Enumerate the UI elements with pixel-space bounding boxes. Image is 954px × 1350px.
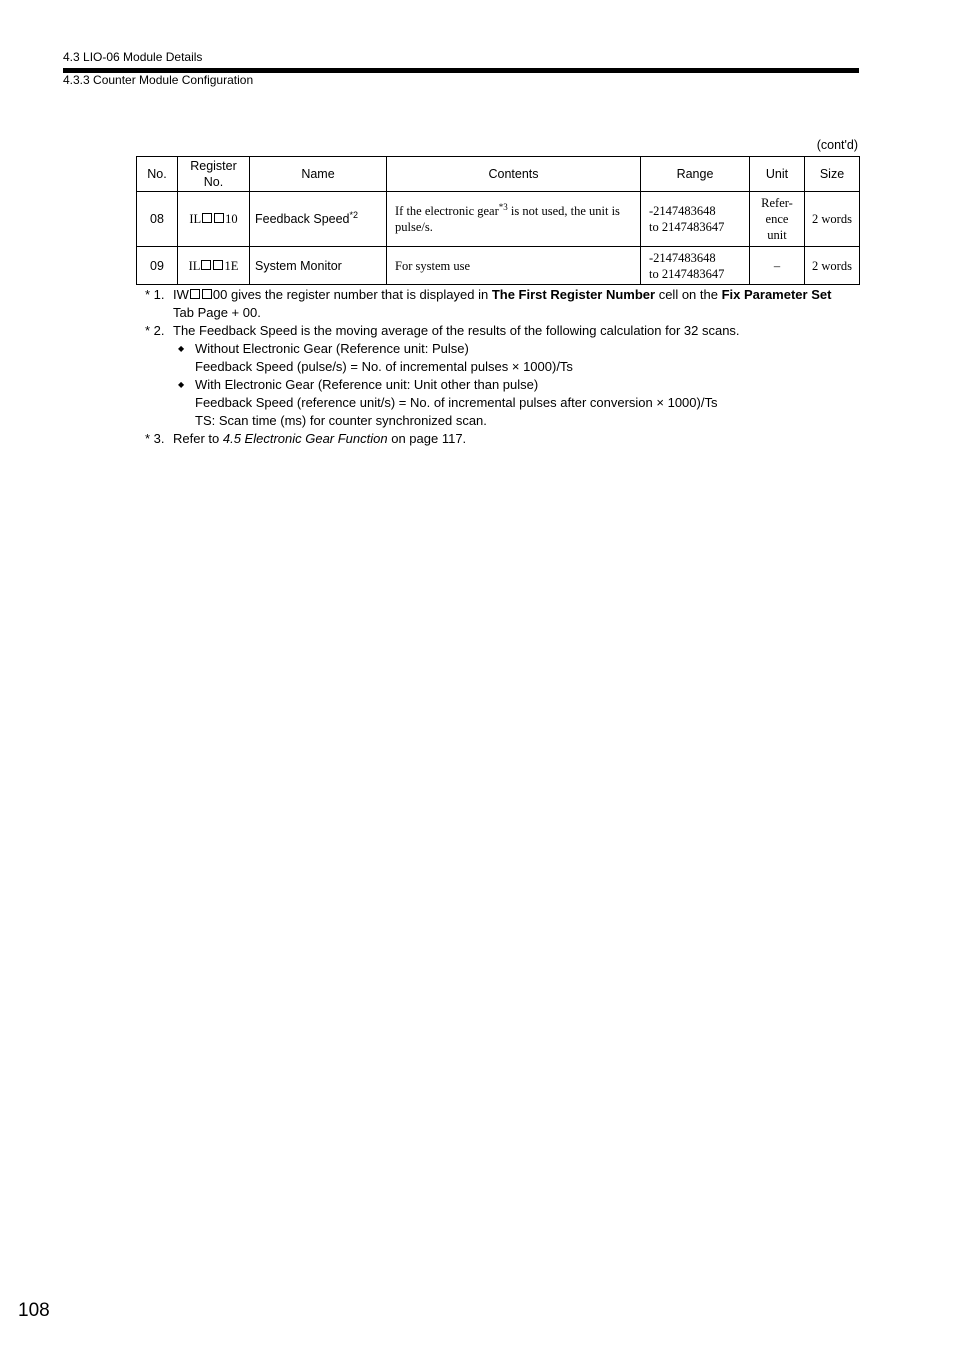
col-header-size: Size <box>805 157 860 192</box>
table-row <box>137 192 860 247</box>
footnotes <box>145 286 861 448</box>
placeholder-box-icon <box>214 213 224 223</box>
table-row <box>137 247 860 285</box>
placeholder-box-icon <box>202 213 212 223</box>
diamond-bullet-icon: ◆ <box>178 344 185 353</box>
placeholder-box-icon <box>201 260 211 270</box>
cell-size: 2 words <box>805 192 860 247</box>
cell-no: 09 <box>137 247 178 285</box>
header-subsection-title: 4.3.3 Counter Module Configuration <box>63 73 254 87</box>
col-header-register-no: Register No. <box>178 157 250 192</box>
cell-size: 2 words <box>805 247 860 285</box>
cell-range: -2147483648 to 2147483647 <box>641 247 750 285</box>
col-header-range: Range <box>641 157 750 192</box>
footnote-3: * 3. Refer to 4.5 Electronic Gear Function on page 117. <box>145 431 467 446</box>
col-header-no: No. <box>137 157 178 192</box>
cell-range: -2147483648 to 2147483647 <box>641 192 750 247</box>
cell-unit: – <box>750 247 805 285</box>
col-header-name: Name <box>250 157 387 192</box>
footnote-1: * 1. IW 00 gives the register number that is displayed in The First Register Number cell on the Fix Parameter Set Tab Page + 00. <box>145 287 832 320</box>
cell-register-no: IL 1E <box>178 247 250 285</box>
page-number: 108 <box>18 1300 50 1321</box>
cell-no: 08 <box>137 192 178 247</box>
table-header-row <box>137 157 860 192</box>
cell-name: Feedback Speed$^{*2}$ <box>250 192 387 247</box>
header-section-title: 4.3 LIO-06 Module Details <box>63 50 203 64</box>
footnote-2: * 2. The Feedback Speed is the moving average of the results of the following calculation for 32 scans. ◆ Without Electronic Gear (Reference unit: Pulse) Feedback Speed (pulse/s) = No. of incremental pulses × 1000)/Ts ◆ With Electronic Gear (Reference unit: Unit other than pulse) Feedback Speed (reference unit/s) = No. of incremental pulses after conversion × 1000)/Ts TS: Scan time (ms) for counter synchronized scan. <box>145 322 861 430</box>
col-header-unit: Unit <box>750 157 805 192</box>
register-table <box>136 156 860 285</box>
cell-unit: Refer- ence unit <box>750 192 805 247</box>
bullet-item: ◆ Without Electronic Gear (Reference unit: Pulse) Feedback Speed (pulse/s) = No. of incremental pulses × 1000)/Ts <box>178 341 573 374</box>
continued-label: (cont'd) <box>816 138 858 152</box>
cell-contents: If the electronic gear$^{*3}$ is not used, the unit is pulse/s. <box>387 192 641 247</box>
col-header-contents: Contents <box>387 157 641 192</box>
placeholder-box-icon <box>202 289 212 299</box>
cell-name: System Monitor <box>250 247 387 285</box>
placeholder-box-icon <box>190 289 200 299</box>
cell-contents: For system use <box>387 247 641 285</box>
placeholder-box-icon <box>213 260 223 270</box>
bullet-item: ◆ With Electronic Gear (Reference unit: Unit other than pulse) Feedback Speed (reference unit/s) = No. of incremental pulses after conversion × 1000)/Ts TS: Scan time (ms) for counter synchronized scan. <box>178 377 718 428</box>
cell-register-no: IL 10 <box>178 192 250 247</box>
diamond-bullet-icon: ◆ <box>178 380 185 389</box>
